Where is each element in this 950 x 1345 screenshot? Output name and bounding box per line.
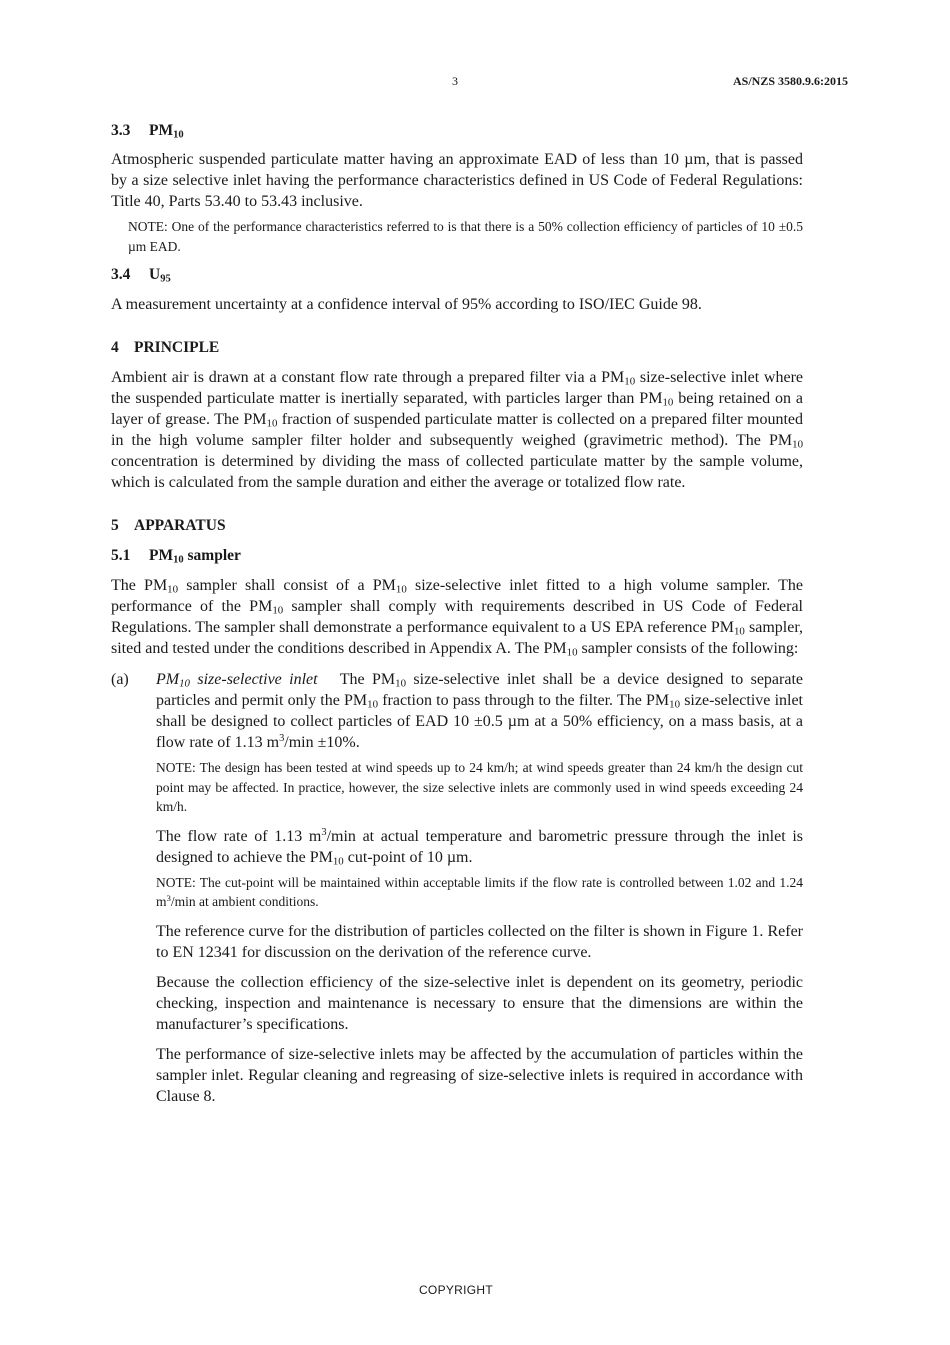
performance-paragraph: The performance of size-selective inlets may be affected by the accumulation of particles within the sampler inlet. Regular cleaning and regreasing of size-selective inlets is required in accordance with Clause 8.	[156, 1045, 803, 1105]
page-content	[111, 120, 803, 1107]
inlet-paragraph: $PM_{10}$ size-selective inlet The $PM_{10}$ size-selective inlet shall be a device designed to separate particles and permit only the $PM_{10}$ fraction to pass through to the filter. The $PM_{10}$ size-selective inlet shall be designed to collect particles of EAD 10 ±0.5 µm at a 50% efficiency, on a mass basis, at a flow rate of 1.13 $m^3/\min \pm 10\%$.	[156, 671, 804, 751]
reference-curve-paragraph: The reference curve for the distribution of particles collected on the filter is shown in Figure 1. Refer to EN 12341 for discussion on the derivation of the reference curve.	[156, 922, 803, 961]
heading-apparatus: 5 APPARATUS	[111, 517, 226, 534]
list-item-a	[111, 669, 803, 1107]
page-number: 3	[452, 74, 458, 88]
note-cut-point: NOTE: The cut-point will be maintained within acceptable limits if the flow rate is controlled between 1.02 and 1.24 $m^3/\min$ at ambient conditions.	[156, 874, 803, 909]
heading-principle: 4 PRINCIPLE	[111, 339, 220, 356]
heading-5-1: 5.1 $PM_{10}$ sampler	[111, 547, 241, 566]
flow-rate-paragraph: The flow rate of 1.13 $m^3/\min$ at actual temperature and barometric pressure through the inlet is designed to achieve the $PM_{10}$ cut-point of 10 µm.	[156, 826, 803, 868]
standard-number: AS/NZS 3580.9.6:2015	[732, 74, 848, 88]
heading-3-4: 3.4 $U_{95}$	[111, 266, 171, 285]
note-wind-speed: NOTE: The design has been tested at wind speeds up to 24 km/h; at wind speeds greater than 24 km/h the design cut point may be affected. In practice, however, the size selective inlets are commonly used in wind speeds exceeding 24 km/h.	[156, 760, 803, 814]
definition-pm10: Atmospheric suspended particulate matter having an approximate EAD of less than 10 µm, that is passed by a size selective inlet having the performance characteristics defined in US Code of Federal Regulations: Title 40, Parts 53.40 to 53.43 inclusive.	[111, 151, 803, 210]
list-item-label: (a)	[111, 671, 129, 688]
definition-u95: A measurement uncertainty at a confidence interval of 95% according to ISO/IEC Guide 98.	[111, 296, 702, 313]
geometry-paragraph: Because the collection efficiency of the size-selective inlet is dependent on its geometry, periodic checking, inspection and maintenance is necessary to ensure that the dimensions are within the manufacturer’s specifications.	[156, 973, 803, 1033]
principle-paragraph: Ambient air is drawn at a constant flow rate through a prepared filter via a $PM_{10}$ size-selective inlet where the suspended particulate matter is inertially separated, with particles larger than $PM_{10}$ being retained on a layer of grease. The $PM_{10}$ fraction of suspended particulate matter is collected on a prepared filter mounted in the high volume sampler filter holder and subsequently weighed (gravimetric method). The $PM_{10}$ concentration is determined by dividing the mass of collected particulate matter by the sample volume, which is calculated from the sample duration and either the average or totalized flow rate.	[111, 369, 804, 491]
note-pm10: NOTE: One of the performance characteristics referred to is that there is a 50% collection efficiency of particles of 10 ±0.5 µm EAD.	[128, 219, 803, 254]
copyright-footer: COPYRIGHT	[418, 1283, 494, 1297]
heading-3-3: 3.3 $PM_{10}$	[111, 122, 184, 141]
sampler-paragraph: The $PM_{10}$ sampler shall consist of a $PM_{10}$ size-selective inlet fitted to a high volume sampler. The performance of the $PM_{10}$ sampler shall comply with requirements described in US Code of Federal Regulations. The sampler shall demonstrate a performance equivalent to a US EPA reference $PM_{10}$ sampler, sited and tested under the conditions described in Appendix A. The $PM_{10}$ sampler consists of the following:	[111, 577, 804, 659]
